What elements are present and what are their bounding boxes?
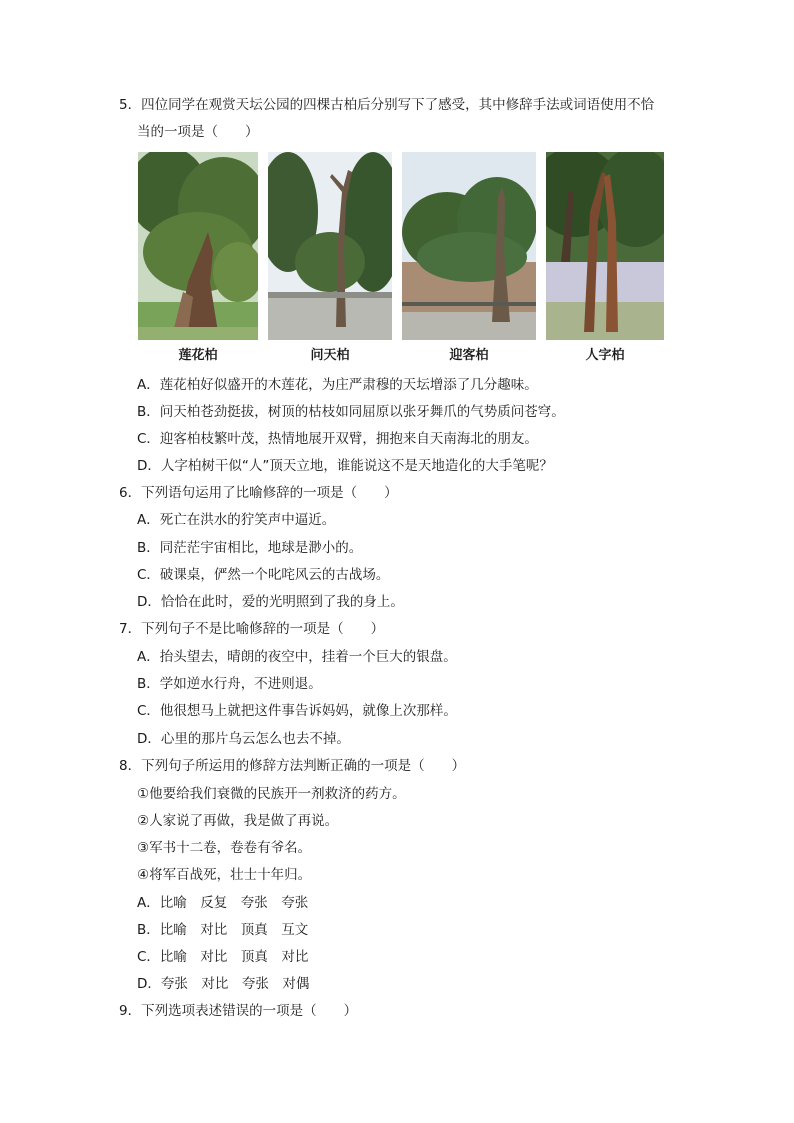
q5-stem-line2: 当的一项是（ ）	[137, 124, 259, 140]
q7-option-d: D．心里的那片乌云怎么也去不掉。	[137, 731, 350, 747]
q8-option-d: D．夸张 对比 夸张 对偶	[137, 976, 310, 992]
tree-photo-wentianbai	[268, 152, 392, 340]
q6-option-d: D．恰恰在此时，爱的光明照到了我的身上。	[137, 594, 404, 610]
tree-photo-yingkebai	[402, 152, 536, 340]
q8-sentence-4: ④将军百战死，壮士十年归。	[137, 867, 312, 883]
q7-option-a: A．抬头望去，晴朗的夜空中，挂着一个巨大的银盘。	[137, 649, 457, 665]
q5-option-d: D．人字柏树干似“人”顶天立地，谁能说这不是天地造化的大手笔呢？	[137, 458, 553, 474]
photo-caption-renzibai: 人字柏	[585, 348, 625, 363]
q7-option-c: C．他很想马上就把这件事告诉妈妈，就像上次那样。	[137, 703, 457, 719]
q6-option-c: C．破课桌，俨然一个叱咤风云的古战场。	[137, 567, 390, 583]
q8-option-c: C．比喻 对比 顶真 对比	[137, 949, 309, 965]
q6-option-b: B．同茫茫宇宙相比，地球是渺小的。	[137, 540, 363, 556]
q6-option-a: A．死亡在洪水的狞笑声中逼近。	[137, 512, 336, 528]
q5-option-a: A．莲花柏好似盛开的木莲花，为庄严肃穆的天坛增添了几分趣味。	[137, 377, 538, 393]
q6-stem: 6．下列语句运用了比喻修辞的一项是（ ）	[119, 485, 398, 501]
q7-option-b: B．学如逆水行舟，不进则退。	[137, 676, 322, 692]
q8-stem: 8．下列句子所运用的修辞方法判断正确的一项是（ ）	[119, 758, 466, 774]
q5-photo-row	[0, 152, 794, 342]
q8-sentence-1: ①他要给我们衰微的民族开一剂救济的药方。	[137, 786, 406, 802]
tree-photo-renzibai	[546, 152, 664, 340]
q9-stem: 9．下列选项表述错误的一项是（ ）	[119, 1003, 358, 1019]
q8-option-b: B．比喻 对比 顶真 互文	[137, 922, 309, 938]
photo-caption-yingkebai: 迎客柏	[449, 348, 489, 363]
q5-stem-line1: 5．四位同学在观赏天坛公园的四棵古柏后分别写下了感受，其中修辞手法或词语使用不恰	[119, 97, 655, 113]
tree-photo-lianhuabai	[138, 152, 258, 340]
q7-stem: 7．下列句子不是比喻修辞的一项是（ ）	[119, 621, 385, 637]
q8-sentence-3: ③军书十二卷，卷卷有爷名。	[137, 840, 312, 856]
q5-option-b: B．问天柏苍劲挺拔，树顶的枯枝如同屈原以张牙舞爪的气势质问苍穹。	[137, 404, 565, 420]
q8-option-a: A．比喻 反复 夸张 夸张	[137, 895, 309, 911]
q8-sentence-2: ②人家说了再做，我是做了再说。	[137, 813, 339, 829]
q5-option-c: C．迎客柏枝繁叶茂，热情地展开双臂，拥抱来自天南海北的朋友。	[137, 431, 538, 447]
photo-caption-wentianbai: 问天柏	[310, 348, 350, 363]
photo-caption-lianhuabai: 莲花柏	[178, 348, 218, 363]
